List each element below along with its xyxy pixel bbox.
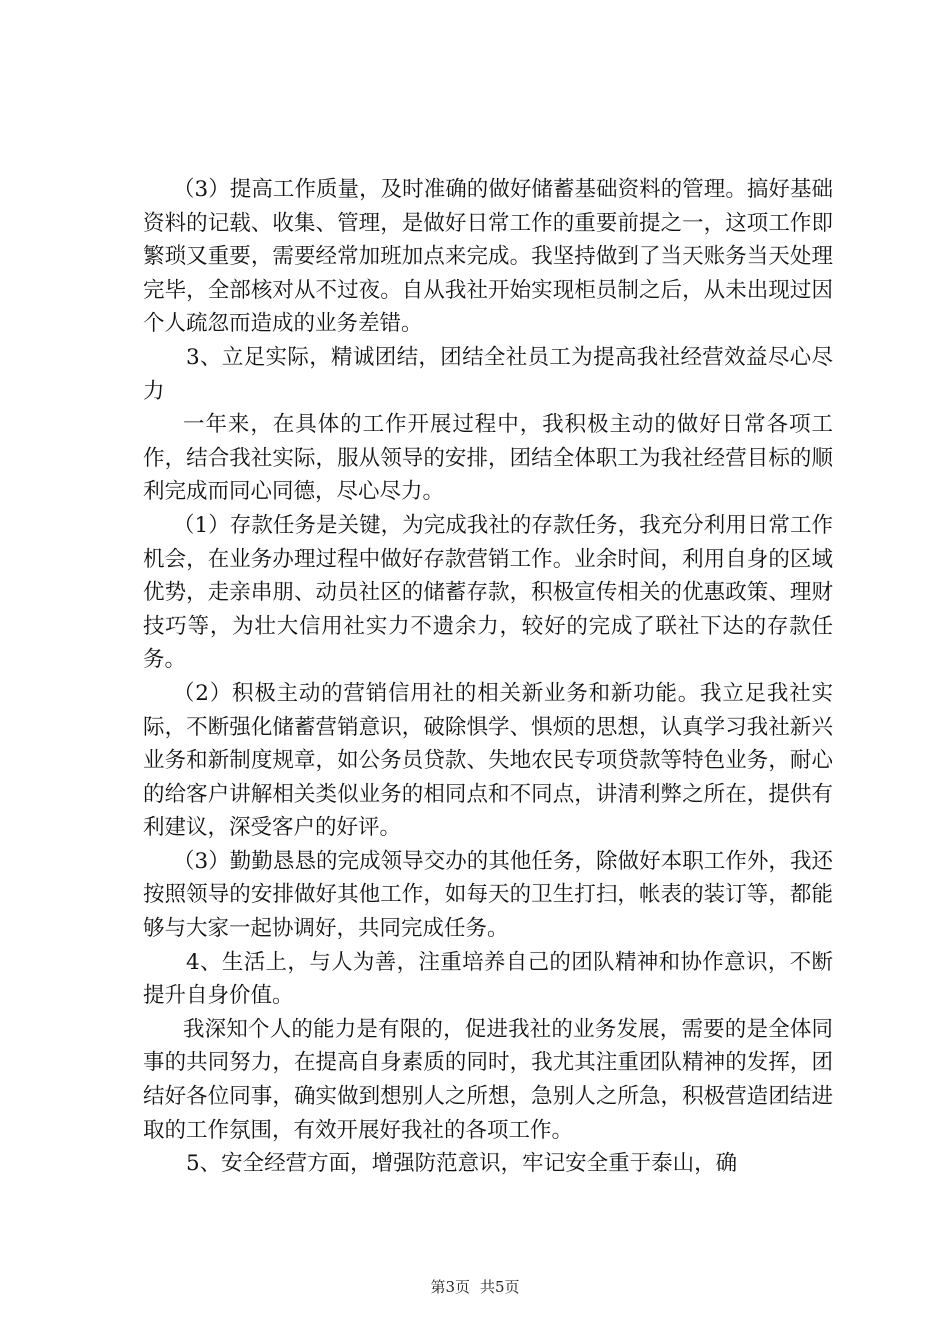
paragraph-work-quality: （3）提高工作质量，及时准确的做好储蓄基础资料的管理。搞好基础资料的记载、收集、管理，是做好日常工作的重要前提之一，这项工作即繁琐又重要，需要经常加班加点来完成。我坚持做到了当天账务当天处理完毕，全部核对从不过夜。自从我社开始实现柜员制之后，从未出现过因个人疏忽而造成的业务差错。 bbox=[143, 177, 833, 337]
document-body bbox=[143, 173, 833, 1181]
section-heading-3: 3、立足实际，精诚团结，团结全社员工为提高我社经营效益尽心尽力 bbox=[143, 344, 833, 404]
section-heading-4: 4、生活上，与人为善，注重培养自己的团队精神和协作意识，不断提升自身价值。 bbox=[143, 949, 833, 1009]
paragraph-deposit-task: （1）存款任务是关键，为完成我社的存款任务，我充分利用日常工作机会，在业务办理过程中做好存款营销工作。业余时间，利用自身的区域优势，走亲串朋、动员社区的储蓄存款，积极宣传相关的优惠政策、理财技巧等，为壮大信用社实力不遗余力，较好的完成了联社下达的存款任务。 bbox=[143, 512, 833, 673]
page-number: 第3页 bbox=[430, 1278, 470, 1296]
page-footer bbox=[0, 1277, 950, 1297]
paragraph-other-tasks: （3）勤勤恳恳的完成领导交办的其他任务，除做好本职工作外，我还按照领导的安排做好其他工作，如每天的卫生打扫，帐表的装订等，都能够与大家一起协调好，共同完成任务。 bbox=[143, 848, 833, 942]
page-total: 共5页 bbox=[480, 1278, 520, 1296]
paragraph-teamwork: 我深知个人的能力是有限的，促进我社的业务发展，需要的是全体同事的共同努力，在提高自身素质的同时，我尤其注重团队精神的发挥，团结好各位同事，确实做到想别人之所想，急别人之所急，积极营造团结进取的工作氛围，有效开展好我社的各项工作。 bbox=[143, 1016, 833, 1143]
section-heading-5: 5、安全经营方面，增强防范意识，牢记安全重于泰山，确 bbox=[186, 1151, 738, 1177]
paragraph-new-business: （2）积极主动的营销信用社的相关新业务和新功能。我立足我社实际，不断强化储蓄营销意识，破除惧学、惧烦的思想，认真学习我社新兴业务和新制度规章，如公务员贷款、失地农民专项贷款等特色业务，耐心的给客户讲解相关类似业务的相同点和不同点，讲清利弊之所在，提供有利建议，深受客户的好评。 bbox=[143, 680, 833, 841]
paragraph-year-summary: 一年来，在具体的工作开展过程中，我积极主动的做好日常各项工作，结合我社实际，服从领导的安排，团结全体职工为我社经营目标的顺利完成而同心同德，尽心尽力。 bbox=[143, 412, 833, 505]
